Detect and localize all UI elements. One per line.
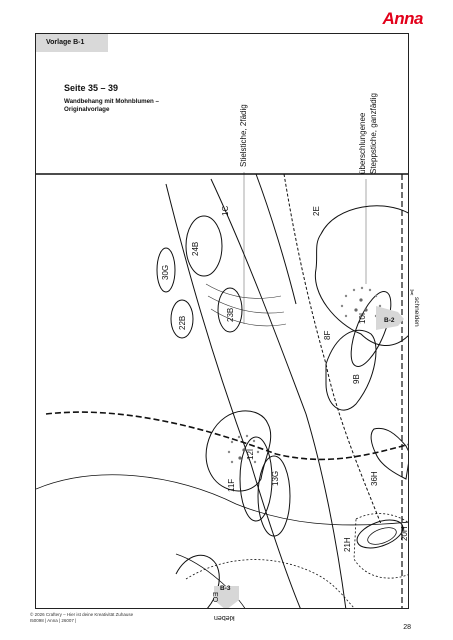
marker-label-b3: B-3 [220,585,231,592]
leaf-inner-outline [366,524,399,547]
stitch-legend-back-line-1: überschlungenee [358,112,367,174]
subtitle-line-1: Wandbehang mit Mohnblumen – [64,98,159,105]
pattern-label: 2E [312,206,321,216]
cut-label: schneiden [413,297,420,327]
embroidery-pattern [36,34,409,609]
scissors-icon: ✂ [406,289,416,296]
pattern-label: 12I [246,448,255,460]
footer-line-1: © 2026 Craftery – Hier ist deine Kreativität Zuhause [30,612,134,617]
pattern-label: 30G [161,264,170,280]
pattern-label: 8F [323,330,332,340]
ground-line [36,475,409,525]
pattern-label: 13G [271,470,280,486]
subtitle-line-2: Originalvorlage [64,106,110,113]
marker-label-b2: B-2 [384,317,395,324]
poppy-petal [206,411,271,491]
pattern-label: 21H [343,537,352,552]
stem-line [211,179,346,609]
stem-line [256,174,296,304]
stitch-legend-stem: Stielstiche, 2fädig [239,104,248,167]
pattern-label: 20H [400,526,409,541]
pattern-label: 23B [226,307,235,322]
pattern-label: EO [211,592,218,603]
poppy-leaf [258,456,290,536]
brand-logo: Anna [382,9,423,28]
pattern-label: 1C [221,205,230,216]
ground-dashed-line [46,412,409,459]
pattern-label: 11F [227,478,236,492]
stitch-legend-back-line-2: Steppstiche, ganzfädig [369,93,378,174]
glue-label: kleben [214,614,235,621]
poppy-stamen-dots [341,287,381,317]
pattern-sheet [35,33,409,609]
pattern-label: 10I [358,312,367,324]
poppy-petal [326,330,376,410]
pattern-label: 22B [178,315,187,330]
page-title: Seite 35 – 39 [64,83,119,93]
sheet-tag: Vorlage B-1 [36,34,108,52]
page-number: 28 [403,624,411,631]
footer-line-2: I50098 | Anna | 26007 | [30,618,77,623]
pattern-label: 24B [191,241,200,256]
pattern-label: 36H [370,471,379,486]
footer-copyright [30,612,133,624]
pattern-label: 9B [352,374,361,384]
